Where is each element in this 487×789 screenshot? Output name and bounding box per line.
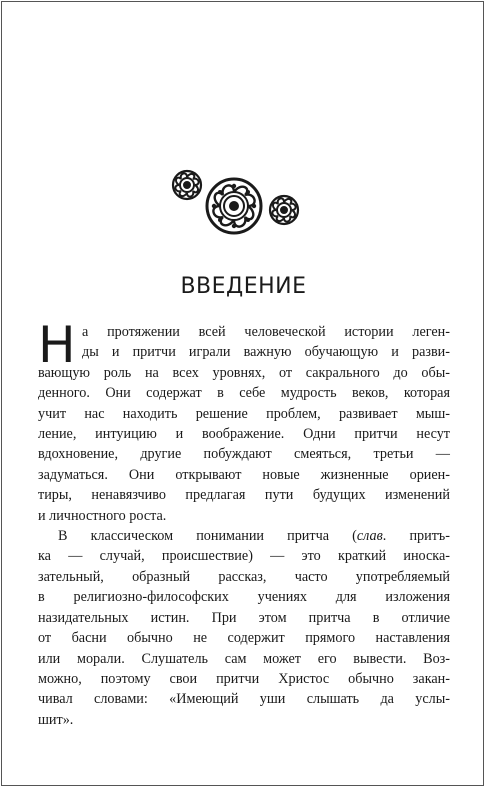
text-segment: . притъ- (382, 528, 450, 545)
text-line: тиры, ненавязчиво предлагая пути будущих изменений (38, 487, 450, 504)
drop-cap: Н (38, 316, 76, 374)
text-line: или морали. Слушатель сам может его вывести. Воз- (38, 650, 450, 667)
text-line (38, 526, 450, 546)
paragraph-2 (38, 526, 450, 730)
text-line: в религиозно-философских учениях для изложения (38, 589, 450, 606)
text-line: ды и притчи играли важную обучающую и разви- (82, 344, 450, 361)
book-page (1, 1, 484, 786)
text-line: вдохновение, другие побуждают смеяться, третьи — (38, 446, 450, 463)
text-line: задуматься. Они открывают новые жизненные ориен- (38, 466, 450, 483)
text-line: ка — случай, происшествие) — это краткий иноска- (38, 548, 450, 565)
paragraph-1 (38, 316, 450, 526)
text-segment: В классическом понимании притча ( (58, 528, 357, 545)
text-line: денного. Они содержат в себе мудрость веков, которая (38, 385, 450, 402)
text-line: а протяжении всей человеческой истории леген- (82, 324, 450, 340)
text-line: можно, поэтому свои притчи Христос обычно закан- (38, 670, 450, 687)
floral-ornament-icon (170, 164, 320, 242)
body-text (38, 316, 450, 730)
text-line: чивал словами: «Имеющий уши слышать да услы- (38, 691, 450, 708)
text-line: зательный, образный рассказ, часто употребляемый (38, 568, 450, 585)
text-line: и личностного роста. (38, 507, 167, 524)
text-line: вающую роль на всех уровнях, от сакрального до обы- (38, 364, 450, 381)
text-line: от басни обычно не содержит прямого наставления (38, 630, 450, 647)
italic-abbreviation: слав (356, 528, 383, 545)
text-line: ление, интуицию и воображение. Одни притчи несут (38, 426, 450, 443)
text-line: учит нас находить решение проблем, развивает мыш- (38, 405, 450, 422)
chapter-heading: ВВЕДЕНИЕ (180, 274, 307, 299)
text-line: назидательных истин. При этом притча в отличие (38, 609, 450, 626)
text-line: шит». (38, 711, 74, 728)
